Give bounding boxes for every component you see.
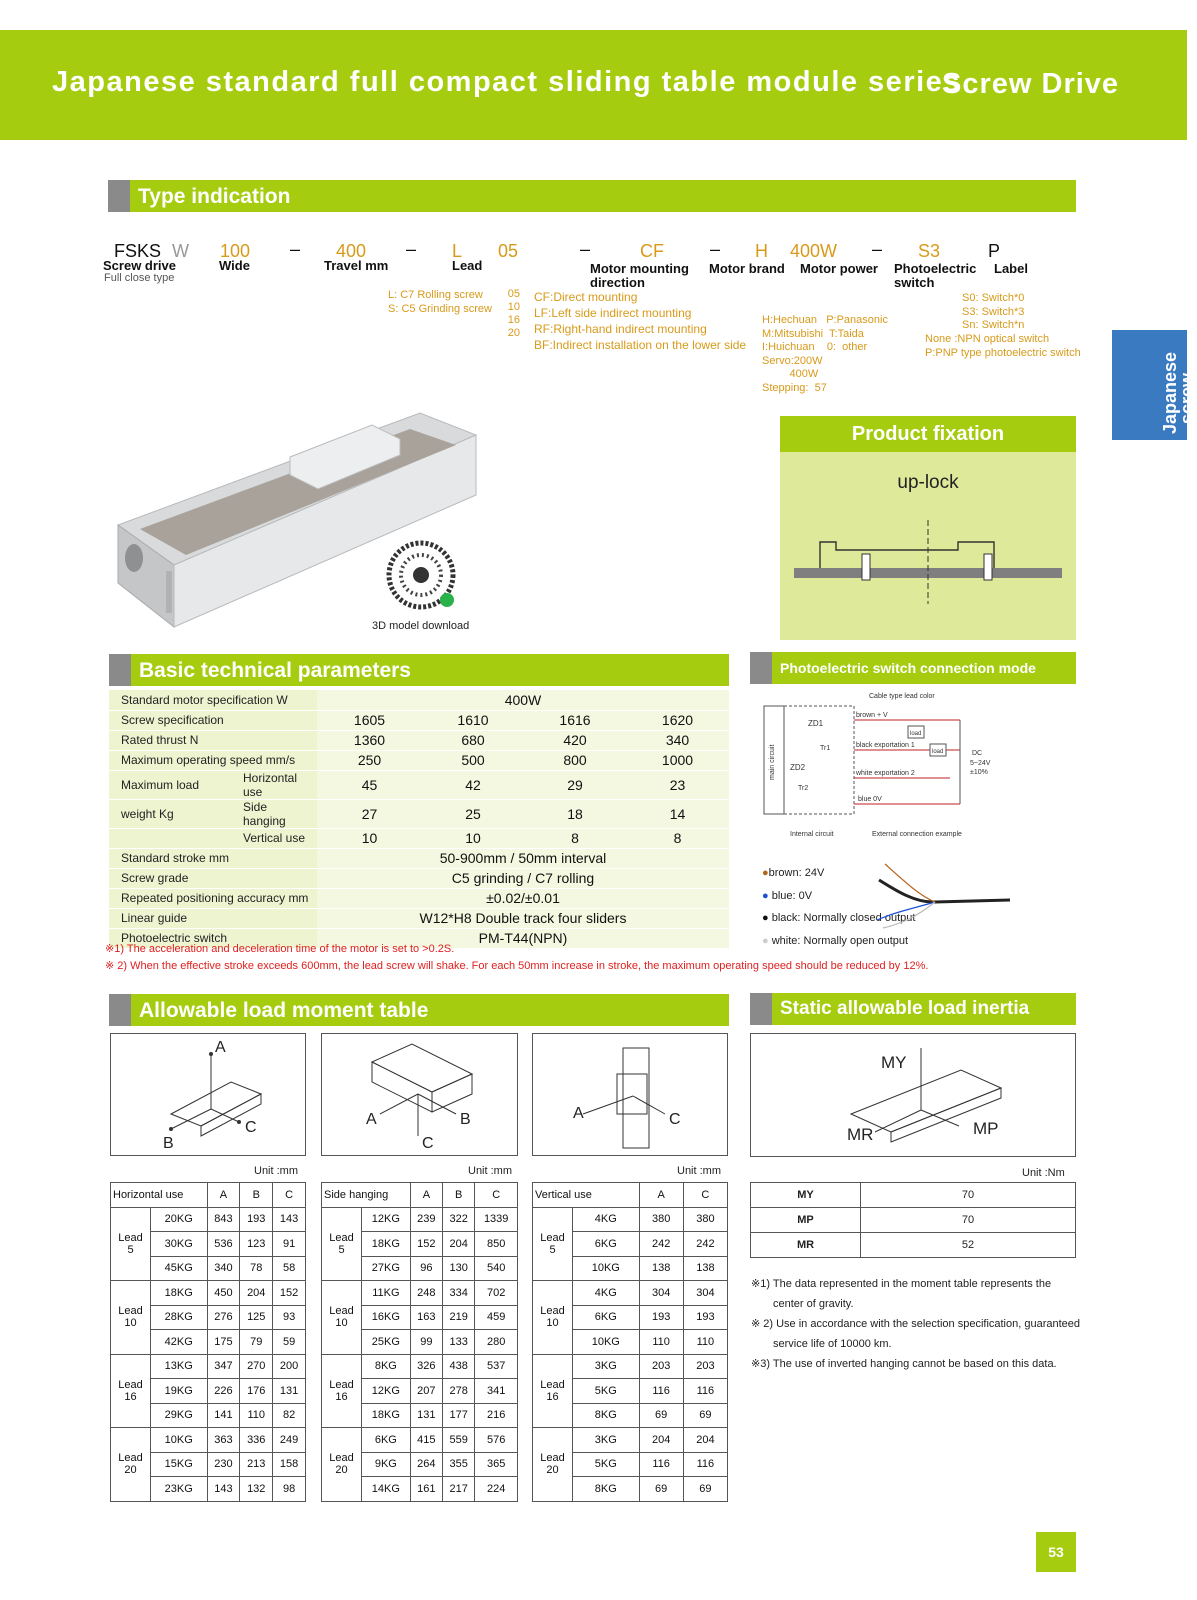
qr-code	[384, 538, 458, 612]
inertia-my: MY	[881, 1053, 907, 1072]
moment-cell: 131	[273, 1379, 306, 1404]
table-row	[322, 1281, 518, 1306]
diag-white: white exportation 2	[856, 770, 915, 777]
moment-cell: 175	[207, 1330, 240, 1355]
table-row	[111, 1207, 306, 1232]
moment-cell: 8KG	[362, 1354, 411, 1379]
moment-cell: 69	[683, 1477, 727, 1502]
moment-table-horizontal	[110, 1182, 306, 1502]
moment-cell: 8KG	[573, 1403, 640, 1428]
moment-cell: 276	[207, 1305, 240, 1330]
moment-cell: 138	[683, 1256, 727, 1281]
moment-cell: 537	[475, 1354, 518, 1379]
moment-cell: 25KG	[362, 1330, 411, 1355]
moment-cell: 204	[639, 1428, 683, 1453]
moment-cell: 249	[273, 1428, 306, 1453]
moment-cell: 204	[443, 1232, 475, 1257]
moment-cell: 217	[443, 1477, 475, 1502]
moment-cell: 79	[240, 1330, 273, 1355]
moment-cell: 8KG	[573, 1477, 640, 1502]
unit-side: Unit :mm	[468, 1165, 512, 1177]
moment-diagram-horizontal	[110, 1033, 306, 1156]
dash-3: –	[580, 239, 591, 259]
lead-options: L: C7 Rolling screw S: C5 Grinding screw	[388, 289, 492, 315]
moment-cell: 6KG	[573, 1305, 640, 1330]
diag-v: 5~24V	[970, 760, 991, 767]
moment-cell: 438	[443, 1354, 475, 1379]
diag-internal: Internal circuit	[790, 831, 834, 838]
note-2: ※ 2) When the effective stroke exceeds 600mm, the lead screw will shake. For each 50mm increase in stroke, the maximum operating speed should be reduced by 12%.	[105, 960, 929, 972]
table-row	[111, 1281, 306, 1306]
moment-cell: 224	[475, 1477, 518, 1502]
moment-cell: 152	[273, 1281, 306, 1306]
moment-cell: 203	[683, 1354, 727, 1379]
moment-cell: 340	[207, 1256, 240, 1281]
moment-cell: 5KG	[573, 1452, 640, 1477]
basic-params-bar	[109, 654, 729, 686]
wire-legend: ●brown: 24V ● blue: 0V ● black: Normally closed output ● white: Normally open output	[762, 867, 916, 947]
diag-main: main circuit	[769, 744, 776, 780]
note-1: ※1) The acceleration and deceleration time of the motor is set to >0.2S.	[105, 943, 455, 955]
photo-options-a: S0: Switch*0 S3: Switch*3 Sn: Switch*n	[962, 292, 1025, 331]
v-diag-c: C	[669, 1111, 681, 1128]
table-row	[111, 1354, 306, 1379]
moment-cell: 304	[683, 1281, 727, 1306]
diag-zd2: ZD2	[790, 763, 806, 772]
label-power: Motor power	[800, 261, 878, 276]
moment-cell: 204	[683, 1428, 727, 1453]
moment-cell: 334	[443, 1281, 475, 1306]
diag-cable: Cable type lead color	[869, 693, 935, 700]
moment-cell: 18KG	[362, 1403, 411, 1428]
moment-cell: 10KG	[573, 1256, 640, 1281]
moment-cell: 380	[683, 1207, 727, 1232]
dash-4: –	[710, 239, 721, 259]
moment-cell: 96	[410, 1256, 442, 1281]
inertia-bar	[750, 993, 1076, 1025]
moment-col-head: C	[475, 1183, 518, 1208]
moment-cell: 341	[475, 1379, 518, 1404]
moment-cell: 207	[410, 1379, 442, 1404]
code-lead-l: L	[452, 241, 463, 261]
series-title: Japanese standard full compact sliding table module series	[52, 66, 961, 98]
moment-cell: 110	[240, 1403, 273, 1428]
s-diag-c: C	[422, 1135, 434, 1152]
moment-cell: 203	[639, 1354, 683, 1379]
moment-cell: 576	[475, 1428, 518, 1453]
moment-cell: 242	[683, 1232, 727, 1257]
lead-cell: Lead 5	[322, 1207, 362, 1281]
dash-5: –	[872, 239, 883, 259]
dash-2: –	[406, 239, 417, 259]
moment-cell: 415	[410, 1428, 442, 1453]
inertia-notes: ※1) The data represented in the moment table represents the center of gravity. ※ 2) Use in accordance with the selection specification, guaranteed service life of 10000 km. ※3) The use of inverted hanging cannot be based on this data.	[751, 1278, 1081, 1370]
diag-load1: load	[910, 731, 922, 737]
diag-dc: DC	[972, 750, 983, 757]
qr-caption: 3D model download	[372, 620, 470, 632]
moment-cell: 219	[443, 1305, 475, 1330]
moment-cell: 125	[240, 1305, 273, 1330]
code-wide: 100	[220, 241, 251, 261]
lead-cell: Lead 16	[322, 1354, 362, 1428]
inertia-unit: Unit :Nm	[1022, 1167, 1065, 1179]
table-row	[533, 1281, 728, 1306]
moment-col-head: A	[207, 1183, 240, 1208]
label-lead: Lead	[452, 258, 483, 273]
inertia-table: MY 70 MP 70 MR 52	[750, 1182, 1076, 1258]
moment-cell: 540	[475, 1256, 518, 1281]
moment-cell: 213	[240, 1452, 273, 1477]
moment-cell: 20KG	[151, 1207, 208, 1232]
moment-cell: 6KG	[362, 1428, 411, 1453]
moment-cell: 141	[207, 1403, 240, 1428]
moment-cell: 193	[639, 1305, 683, 1330]
moment-cell: 177	[443, 1403, 475, 1428]
moment-cell: 248	[410, 1281, 442, 1306]
label-full-close: Full close type	[104, 272, 175, 284]
lead-cell: Lead 20	[111, 1428, 151, 1502]
side-tab-line2: screw	[1177, 372, 1197, 424]
moment-cell: 304	[639, 1281, 683, 1306]
photo-options-b: None :NPN optical switch P:PNP type photoelectric switch	[925, 333, 1081, 359]
page-number: 53	[1036, 1532, 1076, 1572]
moment-cell: 133	[443, 1330, 475, 1355]
moment-cell: 12KG	[362, 1379, 411, 1404]
moment-cell: 132	[240, 1477, 273, 1502]
moment-cell: 10KG	[151, 1428, 208, 1453]
inertia-diagram	[750, 1033, 1076, 1157]
diag-blue: blue 0V	[858, 796, 882, 803]
moment-cell: 193	[683, 1305, 727, 1330]
lead-cell: Lead 10	[322, 1281, 362, 1355]
lead-cell: Lead 16	[111, 1354, 151, 1428]
moment-cell: 355	[443, 1452, 475, 1477]
code-lead-num: 05	[498, 241, 519, 261]
diag-tr1: Tr1	[820, 745, 831, 752]
moment-cell: 10KG	[573, 1330, 640, 1355]
table-row	[322, 1354, 518, 1379]
diag-pct: ±10%	[970, 769, 988, 776]
moment-diagram-side	[321, 1033, 518, 1156]
lead-cell: Lead 20	[533, 1428, 573, 1502]
brand-options: H:Hechuan P:Panasonic M:Mitsubishi T:Taida I:Huichuan 0: other Servo:200W 400W Stepping: 57	[762, 314, 888, 394]
moment-cell: 19KG	[151, 1379, 208, 1404]
diag-load2: load	[932, 749, 944, 755]
side-tab-line1: Japanese	[1160, 351, 1180, 434]
moment-cell: 163	[410, 1305, 442, 1330]
moment-cell: 45KG	[151, 1256, 208, 1281]
moment-col-head: C	[683, 1183, 727, 1208]
moment-cell: 18KG	[362, 1232, 411, 1257]
lead-cell: Lead 10	[533, 1281, 573, 1355]
side-tab	[1112, 330, 1197, 440]
type-indication-bar	[108, 180, 1076, 212]
s-diag-b: B	[460, 1111, 471, 1128]
moment-cell: 216	[475, 1403, 518, 1428]
code-w: W	[172, 241, 189, 261]
moment-cell: 6KG	[573, 1232, 640, 1257]
moment-cell: 347	[207, 1354, 240, 1379]
page-header	[0, 30, 1187, 140]
moment-cell: 23KG	[151, 1477, 208, 1502]
label-travel: Travel mm	[324, 258, 389, 273]
moment-cell: 3KG	[573, 1354, 640, 1379]
moment-cell: 536	[207, 1232, 240, 1257]
code-label: P	[988, 241, 1001, 261]
moment-cell: 91	[273, 1232, 306, 1257]
moment-cell: 30KG	[151, 1232, 208, 1257]
wiring-diagram	[760, 690, 1070, 840]
moment-cell: 131	[410, 1403, 442, 1428]
moment-col-head: B	[443, 1183, 475, 1208]
moment-table-side	[321, 1182, 518, 1502]
moment-cell: 152	[410, 1232, 442, 1257]
photo-conn-title: Photoelectric switch connection mode	[780, 660, 1036, 676]
moment-cell: 82	[273, 1403, 306, 1428]
moment-cell: 850	[475, 1232, 518, 1257]
table-row	[533, 1207, 728, 1232]
moment-cell: 78	[240, 1256, 273, 1281]
code-travel: 400	[336, 241, 367, 261]
moment-cell: 280	[475, 1330, 518, 1355]
fixation-panel	[780, 416, 1076, 640]
code-power: 400W	[790, 241, 838, 261]
moment-cell: 843	[207, 1207, 240, 1232]
lead-cell: Lead 5	[111, 1207, 151, 1281]
table-row	[322, 1207, 518, 1232]
moment-cell: 1339	[475, 1207, 518, 1232]
moment-cell: 200	[273, 1354, 306, 1379]
table-row	[533, 1428, 728, 1453]
moment-cell: 336	[240, 1428, 273, 1453]
type-indication-title: Type indication	[138, 185, 291, 208]
moment-cell: 230	[207, 1452, 240, 1477]
moment-cell: 116	[683, 1379, 727, 1404]
fixation-title: Product fixation	[780, 416, 1076, 452]
inertia-mr: MR	[847, 1125, 874, 1144]
moment-cell: 4KG	[573, 1207, 640, 1232]
moment-cell: 59	[273, 1330, 306, 1355]
moment-cell: 278	[443, 1379, 475, 1404]
moment-cell: 69	[683, 1403, 727, 1428]
diag-black: black exportation 1	[856, 742, 915, 749]
moment-diagram-vertical	[532, 1033, 728, 1156]
moment-cell: 14KG	[362, 1477, 411, 1502]
moment-cell: 110	[683, 1330, 727, 1355]
moment-cell: 242	[639, 1232, 683, 1257]
lead-cell: Lead 5	[533, 1207, 573, 1281]
moment-cell: 116	[639, 1452, 683, 1477]
h-diag-b: B	[163, 1135, 174, 1152]
cable-image	[875, 860, 1015, 930]
moment-cell: 29KG	[151, 1403, 208, 1428]
moment-cell: 158	[273, 1452, 306, 1477]
moment-cell: 459	[475, 1305, 518, 1330]
drive-type: Screw Drive	[942, 68, 1120, 100]
moment-cell: 226	[207, 1379, 240, 1404]
moment-cell: 98	[273, 1477, 306, 1502]
moment-cell: 18KG	[151, 1281, 208, 1306]
moment-cell: 204	[240, 1281, 273, 1306]
code-mount: CF	[640, 241, 664, 261]
unit-vertical: Unit :mm	[677, 1165, 721, 1177]
uplock-drawing	[792, 512, 1064, 612]
table-row	[111, 1428, 306, 1453]
moment-col-head: C	[273, 1183, 306, 1208]
moment-cell: 326	[410, 1354, 442, 1379]
moment-cell: 559	[443, 1428, 475, 1453]
moment-bar	[109, 994, 729, 1026]
moment-cell: 270	[240, 1354, 273, 1379]
label-photo: Photoelectric switch	[894, 261, 977, 290]
moment-cell: 116	[639, 1379, 683, 1404]
moment-cell: 450	[207, 1281, 240, 1306]
diag-external: External connection example	[872, 831, 962, 838]
moment-cell: 365	[475, 1452, 518, 1477]
moment-cell: 69	[639, 1477, 683, 1502]
moment-col-head: B	[240, 1183, 273, 1208]
v-diag-a: A	[573, 1105, 584, 1122]
moment-cell: 138	[639, 1256, 683, 1281]
table-row	[322, 1428, 518, 1453]
moment-col-head: A	[639, 1183, 683, 1208]
basic-params-table: Standard motor specification W 400W Screw specification 1605 1610 1616 1620 Rated thrust N 1360 680 420 340 Maximum operating speed mm/s 250 500 800 1000 Maximum load Horizontal use 45 42 29 23 weight Kg Side hanging 27 25 18 14 Vertical use 10 10 8 8 Standard stroke mm 50-900mm / 50mm interval Screw grade C5 grinding / C7 rolling Repeated positioning accuracy mm ±0.02/±0.01 Linear guide W12*H8 Double track four sliders Photoelectric switch PM-T44(NPN)	[109, 690, 729, 949]
moment-cell: 363	[207, 1428, 240, 1453]
moment-cell: 99	[410, 1330, 442, 1355]
moment-head: Horizontal use	[111, 1183, 208, 1208]
moment-cell: 12KG	[362, 1207, 411, 1232]
lead-numbers: 05 10 16 20	[507, 288, 520, 339]
unit-horizontal: Unit :mm	[254, 1165, 298, 1177]
moment-cell: 93	[273, 1305, 306, 1330]
moment-cell: 11KG	[362, 1281, 411, 1306]
table-row	[533, 1354, 728, 1379]
h-diag-c: C	[245, 1119, 257, 1136]
moment-cell: 702	[475, 1281, 518, 1306]
diag-tr2: Tr2	[798, 785, 809, 792]
moment-cell: 3KG	[573, 1428, 640, 1453]
label-label: Label	[994, 261, 1028, 276]
moment-head: Vertical use	[533, 1183, 640, 1208]
label-wide: Wide	[219, 258, 250, 273]
moment-cell: 239	[410, 1207, 442, 1232]
dash-1: –	[290, 239, 301, 259]
moment-cell: 130	[443, 1256, 475, 1281]
moment-title: Allowable load moment table	[139, 999, 429, 1022]
moment-cell: 116	[683, 1452, 727, 1477]
moment-cell: 28KG	[151, 1305, 208, 1330]
moment-cell: 143	[273, 1207, 306, 1232]
diag-brown: brown + V	[856, 712, 888, 719]
moment-cell: 380	[639, 1207, 683, 1232]
label-screw-drive: Screw drive	[103, 258, 176, 273]
moment-cell: 4KG	[573, 1281, 640, 1306]
moment-cell: 13KG	[151, 1354, 208, 1379]
moment-cell: 15KG	[151, 1452, 208, 1477]
lead-cell: Lead 10	[111, 1281, 151, 1355]
h-diag-a: A	[215, 1039, 226, 1056]
moment-cell: 16KG	[362, 1305, 411, 1330]
diag-zd1: ZD1	[808, 719, 824, 728]
moment-cell: 161	[410, 1477, 442, 1502]
photo-conn-bar	[750, 652, 1076, 684]
moment-cell: 5KG	[573, 1379, 640, 1404]
label-mount: Motor mounting direction	[590, 261, 689, 290]
label-brand: Motor brand	[709, 261, 785, 276]
moment-cell: 322	[443, 1207, 475, 1232]
moment-cell: 110	[639, 1330, 683, 1355]
code-fsks: FSKS	[114, 241, 162, 261]
moment-cell: 27KG	[362, 1256, 411, 1281]
inertia-title: Static allowable load inertia	[780, 998, 1030, 1019]
moment-table-vertical	[532, 1182, 728, 1502]
moment-col-head: A	[410, 1183, 442, 1208]
lead-cell: Lead 20	[322, 1428, 362, 1502]
moment-cell: 264	[410, 1452, 442, 1477]
moment-cell: 42KG	[151, 1330, 208, 1355]
moment-cell: 123	[240, 1232, 273, 1257]
moment-cell: 58	[273, 1256, 306, 1281]
moment-cell: 193	[240, 1207, 273, 1232]
moment-cell: 176	[240, 1379, 273, 1404]
moment-cell: 143	[207, 1477, 240, 1502]
moment-head: Side hanging	[322, 1183, 411, 1208]
lead-cell: Lead 16	[533, 1354, 573, 1428]
code-brand: H	[755, 241, 768, 261]
mount-options: CF:Direct mounting LF:Left side indirect mounting RF:Right-hand indirect mounting BF:Indirect installation on the lower side	[534, 290, 747, 352]
code-photo: S3	[918, 241, 941, 261]
moment-cell: 9KG	[362, 1452, 411, 1477]
s-diag-a: A	[366, 1111, 377, 1128]
inertia-mp: MP	[973, 1119, 999, 1138]
moment-cell: 69	[639, 1403, 683, 1428]
basic-params-title: Basic technical parameters	[139, 659, 411, 682]
fixation-subtitle: up-lock	[897, 472, 959, 493]
